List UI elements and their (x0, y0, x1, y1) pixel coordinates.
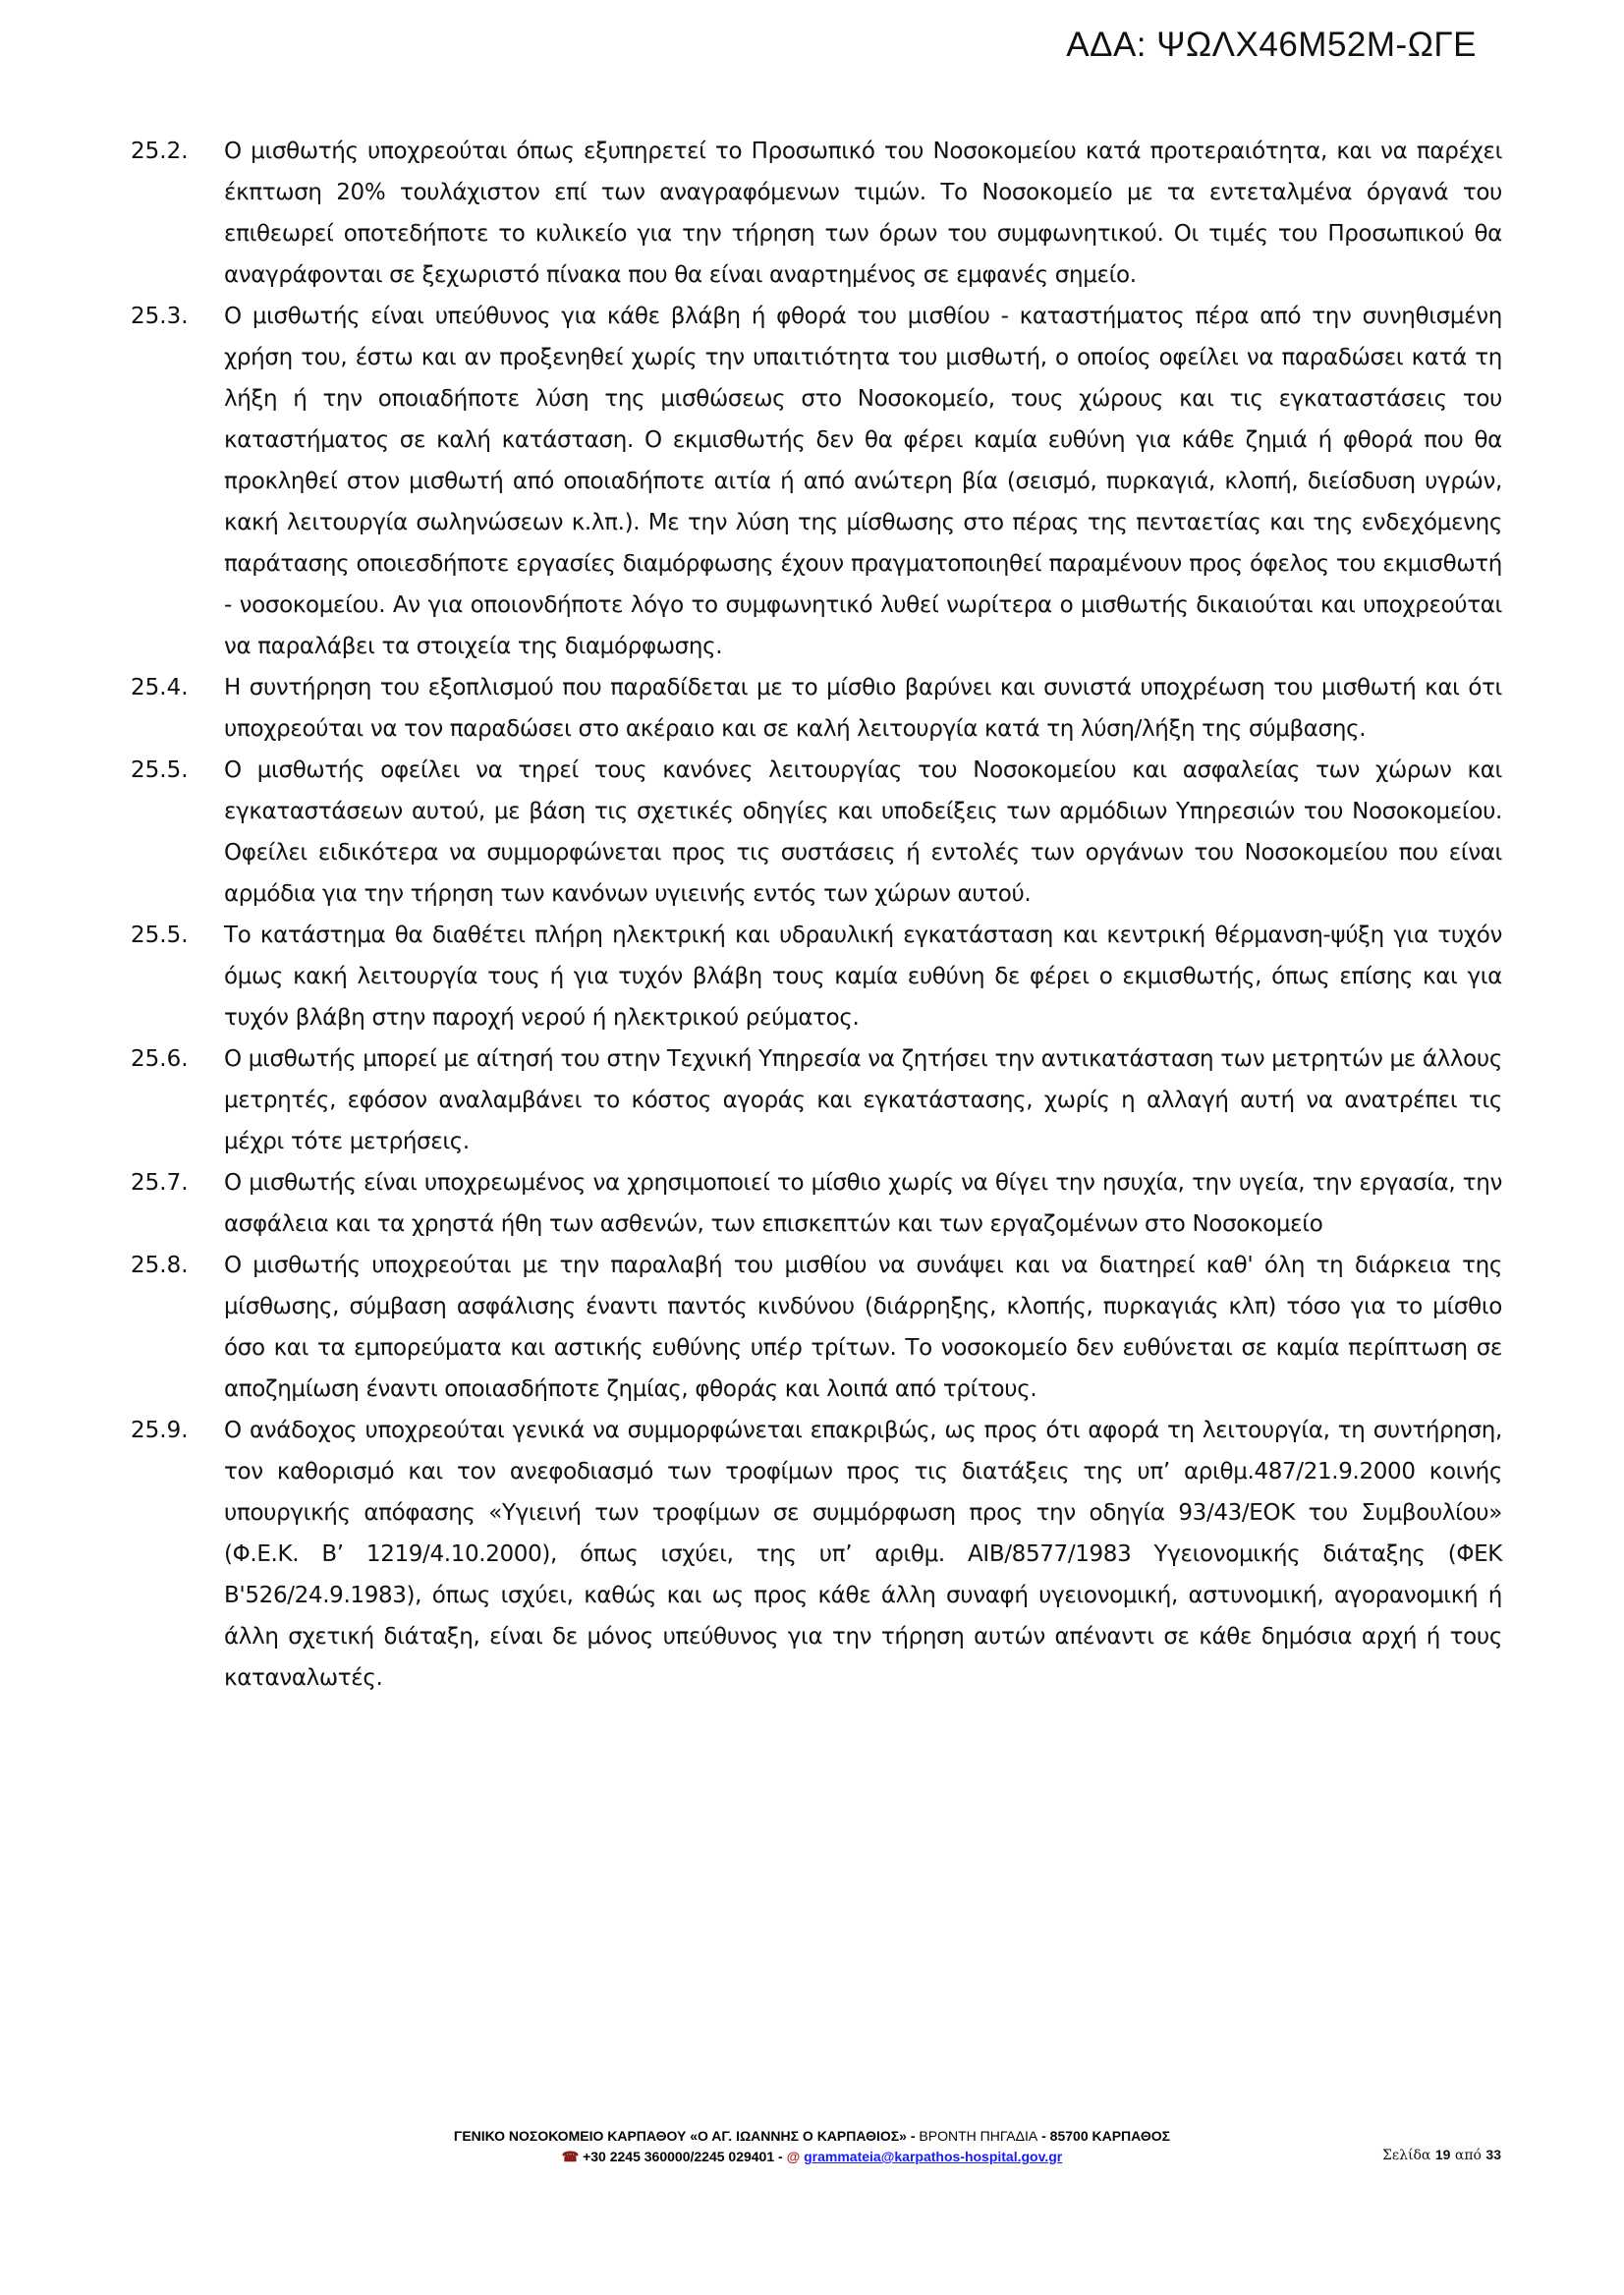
footer-contact-line (0, 2147, 1624, 2167)
clause-number: 25.4. (131, 675, 189, 700)
clause-number: 25.2. (131, 139, 189, 164)
clause-item (131, 1038, 1502, 1162)
phone-number: +30 2245 360000/2245 029401 (583, 2149, 775, 2164)
separator: - (906, 2128, 920, 2144)
separator: - (774, 2149, 787, 2164)
clause-item (131, 296, 1502, 667)
current-page: 19 (1434, 2147, 1451, 2162)
clause-number: 25.6. (131, 1046, 189, 1072)
clause-text: Ο μισθωτής οφείλει να τηρεί τους κανόνες λειτουργίας του Νοσοκομείου και ασφαλείας των χώρων και εγκαταστάσεων αυτού, με βάση τις σχετικές οδηγίες και υποδείξεις των αρμόδιων Υπηρεσιών του Νοσοκομείου. Οφείλει ειδικότερα να συμμορφώνεται προς τις συστάσεις ή εντολές των οργάνων του Νοσοκομείου που είναι αρμόδια για την τήρηση των κανόνων υγιεινής εντός των χώρων αυτού. (224, 757, 1502, 907)
clause-text: Ο μισθωτής μπορεί με αίτησή του στην Τεχνική Υπηρεσία να ζητήσει την αντικατάσταση των μετρητών με άλλους μετρητές, εφόσον αναλαμβάνει το κόστος αγοράς και εγκατάστασης, χωρίς η αλλαγή αυτή να ανατρέπει τις μέχρι τότε μετρήσεις. (224, 1046, 1502, 1154)
separator: - (1037, 2128, 1050, 2144)
clause-number: 25.5. (131, 757, 189, 783)
page-number (1382, 2147, 1501, 2163)
postal-code: 85700 ΚΑΡΠΑΘΟΣ (1049, 2128, 1171, 2144)
clause-text: Ο μισθωτής υποχρεούται με την παραλαβή του μισθίου να συνάψει και να διατηρεί καθ' όλη τη διάρκεια της μίσθωσης, σύμβαση ασφάλισης έναντι παντός κινδύνου (διάρρηξης, κλοπής, πυρκαγιάς κλπ) τόσο για το μίσθιο όσο και τα εμπορεύματα και αστικής ευθύνης υπέρ τρίτων. Το νοσοκομείο δεν ευθύνεται σε καμία περίπτωση σε αποζημίωση έναντι οποιασδήποτε ζημίας, φθοράς και λοιπά από τρίτους. (224, 1253, 1502, 1402)
clause-item (131, 1245, 1502, 1410)
total-pages: 33 (1485, 2147, 1501, 2162)
location: ΒΡΟΝΤΗ ΠΗΓΑΔΙΑ (919, 2128, 1038, 2144)
clause-item (131, 1162, 1502, 1245)
clause-text: Η συντήρηση του εξοπλισμού που παραδίδεται με το μίσθιο βαρύνει και συνιστά υποχρέωση του μισθωτή και ότι υποχρεούται να τον παραδώσει στο ακέραιο και σε καλή λειτουργία κατά τη λύση/λήξη της σύμβασης. (224, 675, 1502, 742)
ada-document-id: ΑΔΑ: ΨΩΛΧ46Μ52Μ-ΩΓΕ (1066, 26, 1477, 64)
page-label: Σελίδα (1381, 2148, 1431, 2163)
clause-item (131, 131, 1502, 296)
hospital-name: ΓΕΝΙΚΟ ΝΟΣΟΚΟΜΕΙΟ ΚΑΡΠΑΘΟΥ «Ο ΑΓ. ΙΩΑΝΝΗΣ Ο ΚΑΡΠΑΘΙΟΣ» (453, 2128, 907, 2144)
clause-number: 25.3. (131, 304, 189, 329)
clause-number: 25.7. (131, 1170, 189, 1196)
clause-item (131, 1410, 1502, 1699)
email-link[interactable]: grammateia@karpathos-hospital.gov.gr (804, 2149, 1063, 2164)
clause-item (131, 750, 1502, 915)
clause-item (131, 667, 1502, 750)
page-of-label: από (1454, 2148, 1482, 2163)
clause-text: Το κατάστημα θα διαθέτει πλήρη ηλεκτρική και υδραυλική εγκατάσταση και κεντρική θέρμανση-ψύξη για τυχόν όμως κακή λειτουργία τους ή για τυχόν βλάβη τους καμία ευθύνη δε φέρει ο εκμισθωτής, όπως επίσης και για τυχόν βλάβη στην παροχή νερού ή ηλεκτρικού ρεύματος. (224, 923, 1502, 1031)
at-icon: @ (786, 2149, 801, 2164)
clause-number: 25.5. (131, 923, 189, 948)
clause-text: Ο μισθωτής είναι υπεύθυνος για κάθε βλάβη ή φθορά του μισθίου - καταστήματος πέρα από την συνηθισμένη χρήση του, έστω και αν προξενηθεί χωρίς την υπαιτιότητα του μισθωτή, ο οποίος οφείλει να παραδώσει κατά τη λήξη ή την οποιαδήποτε λύση της μισθώσεως στο Νοσοκομείο, τους χώρους και τις εγκαταστάσεις του καταστήματος σε καλή κατάσταση. Ο εκμισθωτής δεν θα φέρει καμία ευθύνη για κάθε ζημιά ή φθορά που θα προκληθεί στον μισθωτή από οποιαδήποτε αιτία ή από ανώτερη βία (σεισμό, πυρκαγιά, κλοπή, διείσδυση υγρών, κακή λειτουργία σωληνώσεων κ.λπ.). Με την λύση της μίσθωσης στο πέρας της πενταετίας και της ενδεχόμενης παράτασης οποιεσδήποτε εργασίες διαμόρφωσης έχουν πραγματοποιηθεί παραμένουν προς όφελος του εκμισθωτή - νοσοκομείου. Αν για οποιονδήποτε λόγο το συμφωνητικό λυθεί νωρίτερα ο μισθωτής δικαιούται και υποχρεούται να παραλάβει τα στοιχεία της διαμόρφωσης. (224, 304, 1502, 659)
clause-text: Ο μισθωτής υποχρεούται όπως εξυπηρετεί το Προσωπικό του Νοσοκομείου κατά προτεραιότητα, και να παρέχει έκπτωση 20% τουλάχιστον επί των αναγραφόμενων τιμών. Το Νοσοκομείο με τα εντεταλμένα όργανά του επιθεωρεί οποτεδήποτε το κυλικείο για την τήρηση των όρων του συμφωνητικού. Οι τιμές του Προσωπικού θα αναγράφονται σε ξεχωριστό πίνακα που θα είναι αναρτημένος σε εμφανές σημείο. (224, 139, 1502, 288)
clause-item (131, 915, 1502, 1038)
phone-icon: ☎ (561, 2149, 580, 2164)
clause-number: 25.8. (131, 1253, 189, 1278)
clause-number: 25.9. (131, 1418, 189, 1443)
clause-text: Ο μισθωτής είναι υποχρεωμένος να χρησιμοποιεί το μίσθιο χωρίς να θίγει την ησυχία, την υγεία, την εργασία, την ασφάλεια και τα χρηστά ήθη των ασθενών, των επισκεπτών και των εργαζομένων στο Νοσοκομείο (224, 1170, 1502, 1237)
footer-address-line (0, 2126, 1624, 2147)
clauses-list (131, 131, 1502, 1699)
page-footer (0, 2126, 1624, 2167)
clause-text: Ο ανάδοχος υποχρεούται γενικά να συμμορφώνεται επακριβώς, ως προς ότι αφορά τη λειτουργία, τη συντήρηση, τον καθορισμό και τον ανεφοδιασμό των τροφίμων προς τις διατάξεις της υπ’ αριθμ.487/21.9.2000 κοινής υπουργικής απόφασης «Υγιεινή των τροφίμων σε συμμόρφωση προς την οδηγία 93/43/ΕΟΚ του Συμβουλίου» (Φ.Ε.Κ. Β’ 1219/4.10.2000), όπως ισχύει, της υπ’ αριθμ. ΑΙΒ/8577/1983 Υγειονομικής διάταξης (ΦΕΚ Β'526/24.9.1983), όπως ισχύει, καθώς και ως προς κάθε άλλη συναφή υγειονομική, αστυνομική, αγορανομική ή άλλη σχετική διάταξη, είναι δε μόνος υπεύθυνος για την τήρηση αυτών απέναντι σε κάθε δημόσια αρχή ή τους καταναλωτές. (224, 1418, 1502, 1691)
